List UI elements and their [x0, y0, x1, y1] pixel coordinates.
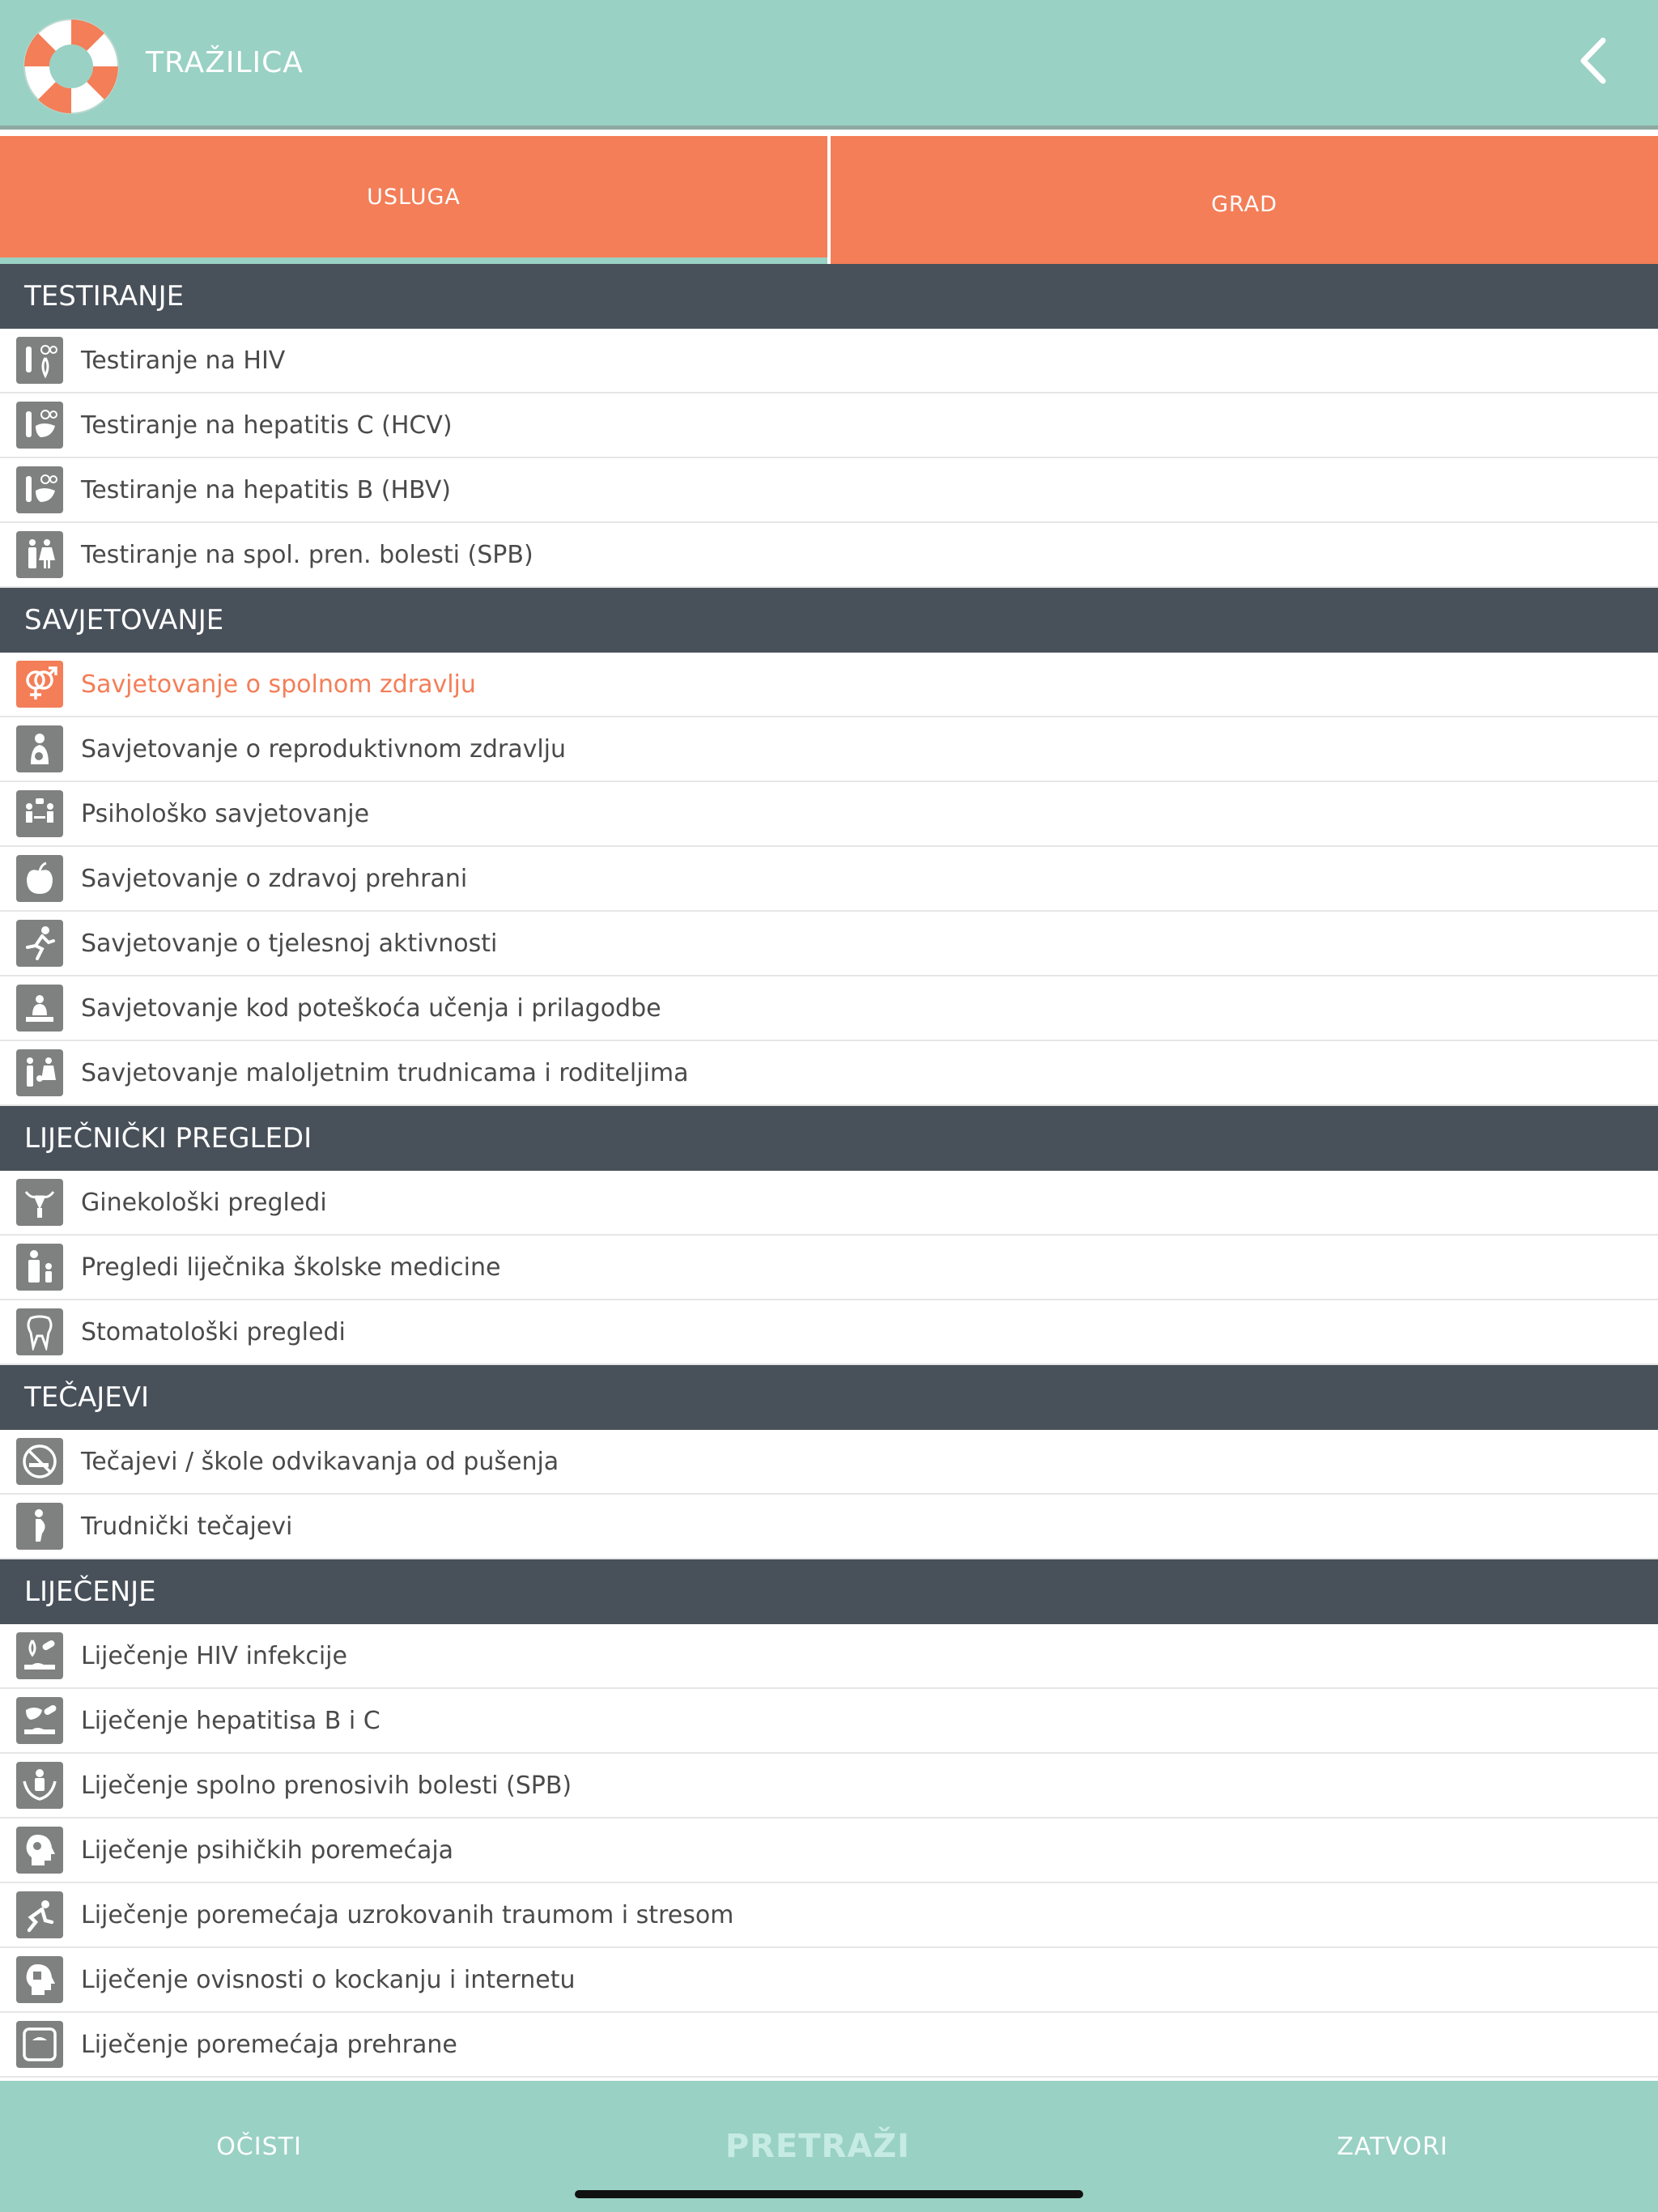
list-item[interactable]: [0, 717, 1658, 782]
list-item[interactable]: [0, 653, 1658, 717]
hiv-test-icon: [16, 337, 63, 384]
list-item-label: Savjetovanje maloljetnim trudnicama i roditeljima: [81, 1058, 689, 1087]
clear-button[interactable]: OČISTI: [216, 2132, 302, 2161]
list-item-label: Ginekološki pregledi: [81, 1188, 327, 1217]
std-treatment-icon: [16, 1762, 63, 1809]
head-gear-icon: [16, 1827, 63, 1874]
parents-icon: [16, 1049, 63, 1096]
pregnant-icon: [16, 1503, 63, 1550]
doctor-child-icon: [16, 1244, 63, 1291]
list-item-label: Stomatološki pregledi: [81, 1317, 346, 1346]
list-item[interactable]: [0, 1236, 1658, 1300]
list-item[interactable]: [0, 523, 1658, 588]
home-indicator: [575, 2190, 1083, 2198]
list-item[interactable]: [0, 847, 1658, 912]
list-item-label: Pregledi liječnika školske medicine: [81, 1253, 501, 1282]
hbv-test-icon: [16, 466, 63, 513]
list-item-label: Liječenje poremećaja prehrane: [81, 2030, 457, 2059]
service-list: [0, 264, 1658, 2078]
list-item-label: Psihološko savjetovanje: [81, 799, 370, 828]
list-item[interactable]: [0, 1948, 1658, 2013]
std-test-icon: [16, 531, 63, 578]
tab-bar: [0, 136, 1658, 264]
section-header: LIJEČENJE: [0, 1559, 1658, 1624]
lifebuoy-icon: [23, 18, 120, 115]
list-item[interactable]: [0, 1624, 1658, 1689]
list-item-label: Savjetovanje o reproduktivnom zdravlju: [81, 734, 567, 764]
list-item-label: Liječenje psihičkih poremećaja: [81, 1836, 454, 1865]
section-header: TESTIRANJE: [0, 264, 1658, 329]
chevron-left-icon[interactable]: [1571, 32, 1619, 89]
list-item[interactable]: [0, 1819, 1658, 1883]
list-item-label: Tečajevi / škole odvikavanja od pušenja: [81, 1447, 559, 1476]
list-item-label: Liječenje HIV infekcije: [81, 1641, 347, 1670]
liver-treatment-icon: [16, 1697, 63, 1744]
addiction-head-icon: [16, 1956, 63, 2003]
list-item[interactable]: [0, 2013, 1658, 2078]
list-item-label: Savjetovanje o tjelesnoj aktivnosti: [81, 929, 498, 958]
close-button[interactable]: ZATVORI: [1337, 2132, 1448, 2161]
running-icon: [16, 920, 63, 967]
list-item-label: Testiranje na hepatitis B (HBV): [81, 475, 451, 504]
list-item-label: Testiranje na hepatitis C (HCV): [81, 410, 453, 440]
list-item[interactable]: [0, 458, 1658, 523]
section-header: SAVJETOVANJE: [0, 588, 1658, 653]
list-item[interactable]: [0, 1300, 1658, 1365]
list-item-label: Liječenje ovisnosti o kockanju i internetu: [81, 1965, 576, 1994]
list-item-label: Trudnički tečajevi: [81, 1512, 293, 1541]
scale-icon: [16, 2021, 63, 2068]
tooth-icon: [16, 1308, 63, 1355]
list-item-label: Savjetovanje o zdravoj prehrani: [81, 864, 468, 893]
hiv-treatment-icon: [16, 1632, 63, 1679]
counseling-icon: [16, 790, 63, 837]
list-item[interactable]: [0, 329, 1658, 393]
tab-grad-label: GRAD: [1211, 191, 1278, 217]
list-item[interactable]: [0, 976, 1658, 1041]
stress-icon: [16, 1891, 63, 1938]
list-item[interactable]: [0, 1754, 1658, 1819]
list-item[interactable]: [0, 782, 1658, 847]
list-item[interactable]: [0, 1495, 1658, 1559]
tab-usluga-label: USLUGA: [367, 184, 461, 210]
list-item[interactable]: [0, 1430, 1658, 1495]
list-item[interactable]: [0, 393, 1658, 458]
list-item-label: Savjetovanje kod poteškoća učenja i prilagodbe: [81, 993, 661, 1023]
list-item-label: Liječenje spolno prenosivih bolesti (SPB): [81, 1771, 572, 1800]
tab-grad[interactable]: [831, 136, 1658, 264]
list-item[interactable]: [0, 912, 1658, 976]
uterus-icon: [16, 1179, 63, 1226]
page-title: TRAŽILICA: [146, 46, 304, 79]
section-header: LIJEČNIČKI PREGLEDI: [0, 1106, 1658, 1171]
list-item[interactable]: [0, 1883, 1658, 1948]
list-item[interactable]: [0, 1689, 1658, 1754]
hcv-test-icon: [16, 402, 63, 449]
gender-symbols-icon: [16, 661, 63, 708]
no-smoking-icon: [16, 1438, 63, 1485]
tab-usluga[interactable]: [0, 136, 827, 264]
list-item[interactable]: [0, 1041, 1658, 1106]
mother-baby-icon: [16, 725, 63, 772]
study-icon: [16, 985, 63, 1032]
app-header: [0, 0, 1658, 130]
list-item-label: Testiranje na HIV: [81, 346, 286, 375]
list-item[interactable]: [0, 1171, 1658, 1236]
section-header: TEČAJEVI: [0, 1365, 1658, 1430]
search-button[interactable]: PRETRAŽI: [725, 2128, 911, 2165]
list-item-label: Testiranje na spol. pren. bolesti (SPB): [81, 540, 534, 569]
list-item-label: Savjetovanje o spolnom zdravlju: [81, 670, 476, 699]
list-item-label: Liječenje hepatitisa B i C: [81, 1706, 380, 1735]
list-item-label: Liječenje poremećaja uzrokovanih traumom i stresom: [81, 1900, 734, 1929]
apple-icon: [16, 855, 63, 902]
